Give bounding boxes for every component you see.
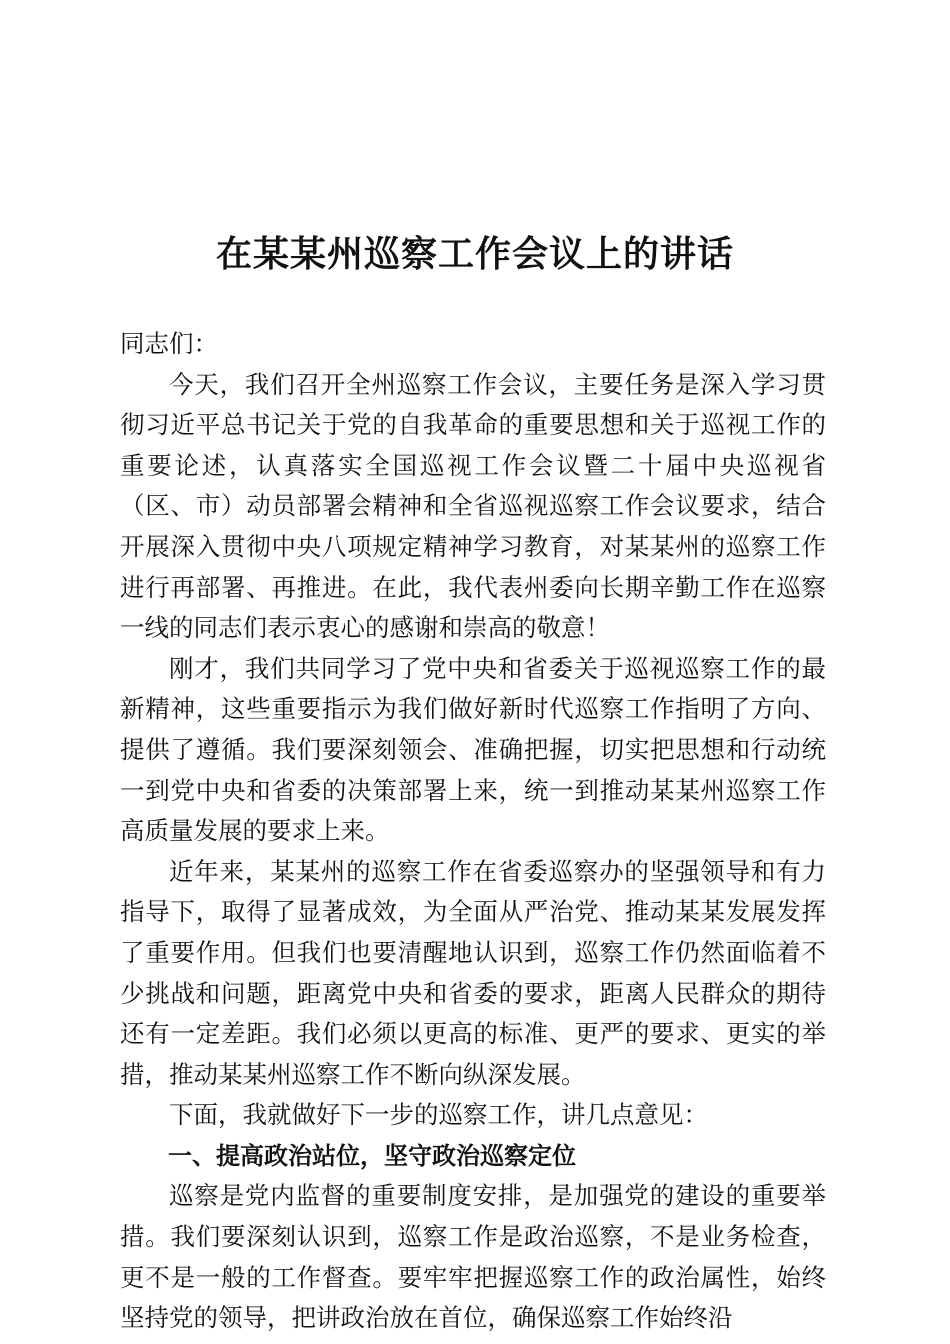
paragraph-transition: 下面，我就做好下一步的巡察工作，讲几点意见： <box>169 1100 708 1130</box>
section-paragraph: 巡察是党内监督的重要制度安排，是加强党的建设的重要举措。我们要深刻认识到，巡察工作是政治巡察，不是业务检查，更不是一般的工作督查。要牢牢把握巡察工作的政治属性，始终坚持党的领导，把讲政治放在首位，确保巡察工作始终沿 <box>120 1181 826 1333</box>
paragraph-opening: 今天，我们召开全州巡察工作会议，主要任务是深入学习贯彻习近平总书记关于党的自我革命的重要思想和关于巡视工作的重要论述，认真落实全国巡视工作会议暨二十届中央巡视省（区、市）动员部署会精神和全省巡视巡察工作会议要求，结合开展深入贯彻中央八项规定精神学习教育，对某某州的巡察工作进行再部署、再推进。在此，我代表州委向长期辛勤工作在巡察一线的同志们表示衷心的感谢和崇高的敬意！ <box>120 369 826 643</box>
paragraph-achievements: 近年来，某某州的巡察工作在省委巡察办的坚强领导和有力指导下，取得了显著成效，为全面从严治党、推动某某发展发挥了重要作用。但我们也要清醒地认识到，巡察工作仍然面临着不少挑战和问题，距离党中央和省委的要求，距离人民群众的期待还有一定差距。我们必须以更高的标准、更严的要求、更实的举措，推动某某州巡察工作不断向纵深发展。 <box>120 856 826 1089</box>
document-title: 在某某州巡察工作会议上的讲话 <box>215 233 734 275</box>
salutation: 同志们： <box>120 329 218 358</box>
document-body <box>120 324 826 1339</box>
section-heading: 一、提高政治站位，坚守政治巡察定位 <box>168 1141 576 1170</box>
paragraph-study: 刚才，我们共同学习了党中央和省委关于巡视巡察工作的最新精神，这些重要指示为我们做好新时代巡察工作指明了方向、提供了遵循。我们要深刻领会、准确把握，切实把思想和行动统一到党中央和省委的决策部署上来，统一到推动某某州巡察工作高质量发展的要求上来。 <box>120 653 826 846</box>
